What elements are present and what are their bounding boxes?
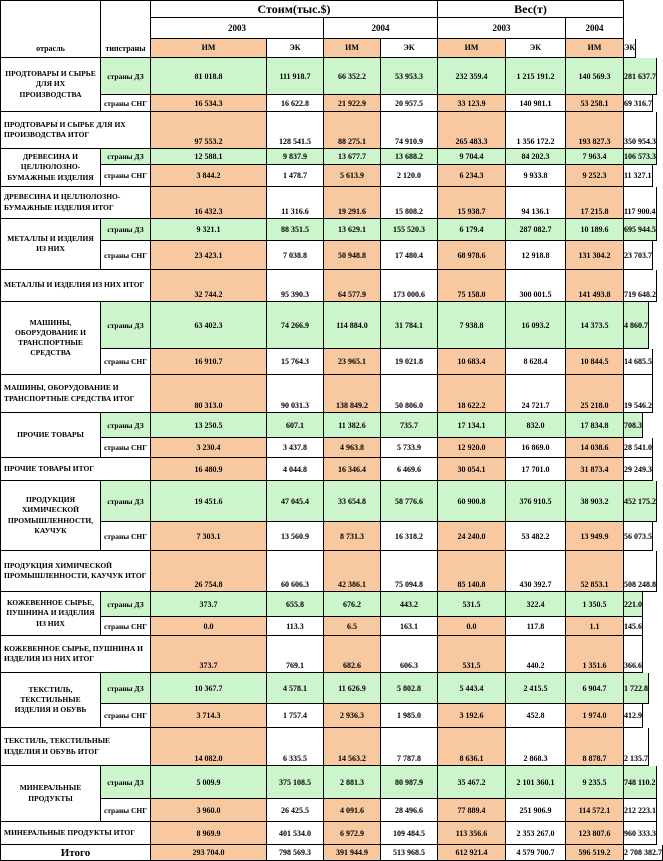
grand-total-value: 612 921.4 (438, 845, 506, 861)
value-total: 265 483.3 (438, 112, 506, 149)
country-type-dz: страны ДЗ (101, 481, 151, 522)
value-total: 1 356 172.2 (506, 112, 566, 149)
value-sng: 145.6 (624, 617, 643, 636)
country-type-dz: страны ДЗ (101, 413, 151, 438)
value-sng: 4 091.6 (324, 799, 381, 822)
value-sng: 13 560.9 (267, 522, 324, 551)
value-total: 90 031.3 (267, 375, 324, 413)
group-total-label: ПРОЧИЕ ТОВАРЫ ИТОГ (0, 458, 151, 481)
value-dz: 9 321.1 (151, 219, 267, 241)
value-sng: 11 327.1 (624, 165, 653, 187)
value-dz: 4 578.1 (267, 673, 324, 704)
value-sng: 3 714.3 (151, 704, 267, 728)
value-dz: 281 637.7 (624, 58, 657, 95)
value-sng: 1 478.7 (267, 165, 324, 187)
grand-total-label: Итого (0, 845, 151, 861)
value-dz: 676.2 (324, 592, 381, 617)
value-dz: 287 082.7 (506, 219, 566, 241)
value-total: 14 082.0 (151, 728, 267, 766)
grand-total-value: 2 708 382.7 (624, 845, 663, 861)
value-dz: 9 704.4 (438, 149, 506, 165)
value-sng: 23 423.1 (151, 241, 267, 270)
value-sng: 2 936.3 (324, 704, 381, 728)
value-sng: 3 844.2 (151, 165, 267, 187)
group-total-label: ПРОДУКЦИЯ ХИМИЧЕСКОЙ ПРОМЫШЛЕННОСТИ, КАУЧУК ИТОГ (0, 551, 151, 592)
value-sng: 20 957.5 (381, 95, 438, 112)
value-sng: 15 764.3 (267, 349, 324, 375)
value-total: 508 248.8 (624, 551, 657, 592)
value-dz: 373.7 (151, 592, 267, 617)
value-sng: 1.1 (566, 617, 624, 636)
group-total-label: ТЕКСТИЛЬ, ТЕКСТИЛЬНЫЕ ИЗДЕЛИЯ И ОБУВЬ ИТОГ (0, 728, 151, 766)
value-dz: 748 110.2 (624, 766, 657, 799)
value-dz: 17 834.8 (566, 413, 624, 438)
value-dz: 17 134.1 (438, 413, 506, 438)
value-total: 17 215.8 (566, 187, 624, 219)
group-label: МАШИНЫ, ОБОРУДОВАНИЕ И ТРАНСПОРТНЫЕ СРЕДСТВА (0, 302, 101, 375)
value-dz: 2 415.5 (506, 673, 566, 704)
value-total: 373.7 (151, 636, 267, 673)
value-total: 94 136.1 (506, 187, 566, 219)
value-sng: 114 572.1 (566, 799, 624, 822)
value-total: 117 900.4 (624, 187, 657, 219)
im-header: ИМ (151, 39, 267, 58)
value-total: 50 806.0 (381, 375, 438, 413)
value-dz: 13 629.1 (324, 219, 381, 241)
value-sng: 28 541.0 (624, 438, 653, 458)
country-type-sng: страны СНГ (101, 165, 151, 187)
country-type-dz: страны ДЗ (101, 592, 151, 617)
value-total: 138 849.2 (324, 375, 381, 413)
weight-year-2003: 2003 (438, 18, 566, 39)
value-dz: 322.4 (506, 592, 566, 617)
value-dz: 452 175.2 (624, 481, 657, 522)
grand-total-value: 513 968.5 (381, 845, 438, 861)
value-total: 2 868.3 (506, 728, 566, 766)
value-dz: 31 784.1 (381, 302, 438, 349)
value-total: 531.5 (438, 636, 506, 673)
value-sng: 1 974.0 (566, 704, 624, 728)
value-sng: 69 316.7 (624, 95, 653, 112)
value-sng: 19 021.8 (381, 349, 438, 375)
group-label: МЕТАЛЛЫ И ИЗДЕЛИЯ ИЗ НИХ (0, 219, 101, 270)
value-dz: 695 944.5 (624, 219, 657, 241)
weight-header: Вес(т) (438, 0, 624, 18)
value-total: 16 432.3 (151, 187, 267, 219)
value-dz: 4 860.7 (624, 302, 649, 349)
value-dz: 1 215 191.2 (506, 58, 566, 95)
value-sng: 21 922.9 (324, 95, 381, 112)
value-sng: 16 318.2 (381, 522, 438, 551)
country-type-dz: страны ДЗ (101, 302, 151, 349)
value-total: 30 054.1 (438, 458, 506, 481)
value-total: 141 493.8 (566, 270, 624, 302)
value-sng: 24 240.0 (438, 522, 506, 551)
ek-header: ЭК (267, 39, 324, 58)
value-total: 430 392.7 (506, 551, 566, 592)
value-total: 6 972.9 (324, 822, 381, 845)
grand-total-value: 391 944.9 (324, 845, 381, 861)
country-type-dz: страны ДЗ (101, 766, 151, 799)
value-dz: 443.2 (381, 592, 438, 617)
value-sng: 17 480.4 (381, 241, 438, 270)
group-total-label: КОЖЕВЕННОЕ СЫРЬЕ, ПУШНИНА И ИЗДЕЛИЯ ИЗ НИХ ИТОГ (0, 636, 151, 673)
value-dz: 531.5 (438, 592, 506, 617)
country-type-sng: страны СНГ (101, 241, 151, 270)
value-dz: 9 235.5 (566, 766, 624, 799)
value-sng: 3 437.8 (267, 438, 324, 458)
country-type-dz: страны ДЗ (101, 58, 151, 95)
group-label: МИНЕРАЛЬНЫЕ ПРОДУКТЫ (0, 766, 101, 822)
value-sng: 3 230.4 (151, 438, 267, 458)
value-total: 11 316.6 (267, 187, 324, 219)
value-sng: 16 910.7 (151, 349, 267, 375)
value-dz: 832.0 (506, 413, 566, 438)
value-dz: 81 018.8 (151, 58, 267, 95)
value-sng: 53 258.1 (566, 95, 624, 112)
value-total: 64 577.9 (324, 270, 381, 302)
value-dz: 63 402.3 (151, 302, 267, 349)
value-sng: 412.9 (624, 704, 643, 728)
cost-header: Стоим(тыс.$) (151, 0, 438, 18)
group-total-label: ДРЕВЕСИНА И ЦЕЛЛЮЛОЗНО-БУМАЖНЫЕ ИЗДЕЛИЯ ИТОГ (0, 187, 151, 219)
value-sng: 16 534.3 (151, 95, 267, 112)
value-dz: 114 884.0 (324, 302, 381, 349)
value-total: 17 701.0 (506, 458, 566, 481)
value-total: 88 275.1 (324, 112, 381, 149)
ek-header: ЭК (381, 39, 438, 58)
value-sng: 113.3 (267, 617, 324, 636)
value-sng: 33 123.9 (438, 95, 506, 112)
value-sng: 12 920.0 (438, 438, 506, 458)
value-total: 74 910.9 (381, 112, 438, 149)
value-total: 8 969.9 (151, 822, 267, 845)
value-dz: 708.3 (624, 413, 643, 438)
value-sng: 131 304.2 (566, 241, 624, 270)
value-sng: 4 963.8 (324, 438, 381, 458)
value-sng: 9 252.3 (566, 165, 624, 187)
value-dz: 47 045.4 (267, 481, 324, 522)
value-dz: 5 443.4 (438, 673, 506, 704)
group-label: ПРОЧИЕ ТОВАРЫ (0, 413, 101, 458)
value-dz: 60 900.8 (438, 481, 506, 522)
country-type-sng: страны СНГ (101, 704, 151, 728)
value-dz: 106 573.3 (624, 149, 657, 165)
group-total-label: ПРОДТОВАРЫ И СЫРЬЕ ДЛЯ ИХ ПРОИЗВОДСТВА ИТОГ (0, 112, 151, 149)
value-dz: 376 910.5 (506, 481, 566, 522)
value-total: 26 754.8 (151, 551, 267, 592)
value-sng: 10 844.5 (566, 349, 624, 375)
value-total: 14 563.2 (324, 728, 381, 766)
value-sng: 16 622.8 (267, 95, 324, 112)
value-sng: 0.0 (151, 617, 267, 636)
value-total: 19 546.2 (624, 375, 653, 413)
value-dz: 155 520.3 (381, 219, 438, 241)
value-total: 8 636.1 (438, 728, 506, 766)
value-sng: 163.1 (381, 617, 438, 636)
im-header: ИМ (324, 39, 381, 58)
value-total: 97 553.2 (151, 112, 267, 149)
value-total: 60 606.3 (267, 551, 324, 592)
group-label: КОЖЕВЕННОЕ СЫРЬЕ, ПУШНИНА И ИЗДЕЛИЯ ИЗ НИХ (0, 592, 101, 636)
value-dz: 33 654.8 (324, 481, 381, 522)
value-total: 109 484.5 (381, 822, 438, 845)
value-dz: 111 918.7 (267, 58, 324, 95)
value-dz: 9 837.9 (267, 149, 324, 165)
value-sng: 117.8 (506, 617, 566, 636)
value-sng: 14 685.5 (624, 349, 653, 375)
value-total: 52 853.1 (566, 551, 624, 592)
group-label: ТЕКСТИЛЬ, ТЕКСТИЛЬНЫЕ ИЗДЕЛИЯ И ОБУВЬ (0, 673, 101, 728)
group-label: ПРОДУКЦИЯ ХИМИЧЕСКОЙ ПРОМЫШЛЕННОСТИ, КАУЧУК (0, 481, 101, 551)
value-total: 123 807.6 (566, 822, 624, 845)
value-sng: 68 978.6 (438, 241, 506, 270)
group-label: ДРЕВЕСИНА И ЦЕЛЛЮЛОЗНО-БУМАЖНЫЕ ИЗДЕЛИЯ (0, 149, 101, 187)
value-dz: 53 953.3 (381, 58, 438, 95)
value-dz: 14 373.5 (566, 302, 624, 349)
value-sng: 2 120.0 (381, 165, 438, 187)
value-dz: 11 626.9 (324, 673, 381, 704)
value-dz: 1 722.8 (624, 673, 649, 704)
value-dz: 88 351.5 (267, 219, 324, 241)
country-type-sng: страны СНГ (101, 95, 151, 112)
value-dz: 11 382.6 (324, 413, 381, 438)
country-type-dz: страны ДЗ (101, 219, 151, 241)
value-sng: 28 496.6 (381, 799, 438, 822)
country-type-sng: страны СНГ (101, 799, 151, 822)
value-total: 193 827.3 (566, 112, 624, 149)
value-dz: 80 987.9 (381, 766, 438, 799)
grand-total-value: 4 579 700.7 (506, 845, 566, 861)
value-dz: 12 588.1 (151, 149, 267, 165)
country-type-header: типстраны (101, 0, 151, 58)
value-sng: 77 889.4 (438, 799, 506, 822)
value-sng: 23 965.1 (324, 349, 381, 375)
value-total: 113 356.6 (438, 822, 506, 845)
im-header: ИМ (438, 39, 506, 58)
value-dz: 74 266.9 (267, 302, 324, 349)
value-dz: 655.8 (267, 592, 324, 617)
value-sng: 10 683.4 (438, 349, 506, 375)
value-total: 128 541.5 (267, 112, 324, 149)
country-type-sng: страны СНГ (101, 522, 151, 551)
value-total: 15 808.2 (381, 187, 438, 219)
value-total: 300 001.5 (506, 270, 566, 302)
group-total-label: МИНЕРАЛЬНЫЕ ПРОДУКТЫ ИТОГ (0, 822, 151, 845)
value-total: 16 480.9 (151, 458, 267, 481)
value-sng: 6 234.3 (438, 165, 506, 187)
value-dz: 375 108.5 (267, 766, 324, 799)
value-dz: 13 250.5 (151, 413, 267, 438)
value-sng: 9 933.8 (506, 165, 566, 187)
value-total: 7 787.8 (381, 728, 438, 766)
value-sng: 3 192.6 (438, 704, 506, 728)
value-total: 1 351.6 (566, 636, 624, 673)
value-total: 85 140.8 (438, 551, 506, 592)
value-sng: 6.5 (324, 617, 381, 636)
weight-year-2004: 2004 (566, 18, 624, 39)
grand-total-value: 798 569.3 (267, 845, 324, 861)
value-sng: 16 869.0 (506, 438, 566, 458)
value-dz: 66 352.2 (324, 58, 381, 95)
value-dz: 6 179.4 (438, 219, 506, 241)
value-total: 24 721.7 (506, 375, 566, 413)
value-total: 95 390.3 (267, 270, 324, 302)
value-sng: 7 303.1 (151, 522, 267, 551)
value-dz: 6 904.7 (566, 673, 624, 704)
value-total: 350 954.3 (624, 112, 657, 149)
value-sng: 212 223.1 (624, 799, 657, 822)
value-dz: 38 903.2 (566, 481, 624, 522)
value-total: 4 044.8 (267, 458, 324, 481)
value-total: 42 386.1 (324, 551, 381, 592)
value-dz: 7 938.8 (438, 302, 506, 349)
group-total-label: МЕТАЛЛЫ И ИЗДЕЛИЯ ИЗ НИХ ИТОГ (0, 270, 151, 302)
value-sng: 53 482.2 (506, 522, 566, 551)
country-type-sng: страны СНГ (101, 617, 151, 636)
value-total: 2 135.7 (624, 728, 649, 766)
value-sng: 251 906.9 (506, 799, 566, 822)
value-total: 6 335.5 (267, 728, 324, 766)
value-dz: 2 881.3 (324, 766, 381, 799)
value-total: 29 249.3 (624, 458, 653, 481)
value-sng: 452.8 (506, 704, 566, 728)
value-total: 440.2 (506, 636, 566, 673)
value-total: 16 346.4 (324, 458, 381, 481)
value-total: 75 094.8 (381, 551, 438, 592)
value-dz: 16 093.2 (506, 302, 566, 349)
value-dz: 7 963.4 (566, 149, 624, 165)
value-total: 80 313.0 (151, 375, 267, 413)
industry-header: отрасль (0, 0, 101, 58)
ek-header: ЭК (506, 39, 566, 58)
value-dz: 735.7 (381, 413, 438, 438)
value-total: 2 353 267.0 (506, 822, 566, 845)
value-total: 6 469.6 (381, 458, 438, 481)
value-dz: 607.1 (267, 413, 324, 438)
value-dz: 232 359.4 (438, 58, 506, 95)
value-sng: 12 918.8 (506, 241, 566, 270)
value-sng: 23 703.7 (624, 241, 653, 270)
value-total: 769.1 (267, 636, 324, 673)
cost-year-2003: 2003 (151, 18, 324, 39)
value-dz: 2 101 360.1 (506, 766, 566, 799)
value-dz: 13 688.2 (381, 149, 438, 165)
value-total: 15 938.7 (438, 187, 506, 219)
grand-total-value: 293 704.0 (151, 845, 267, 861)
grand-total-value: 596 519.2 (566, 845, 624, 861)
group-total-label: МАШИНЫ, ОБОРУДОВАНИЕ И ТРАНСПОРТНЫЕ СРЕДСТВА ИТОГ (0, 375, 151, 413)
value-sng: 14 038.6 (566, 438, 624, 458)
value-total: 75 158.0 (438, 270, 506, 302)
value-total: 18 622.2 (438, 375, 506, 413)
value-total: 719 648.2 (624, 270, 657, 302)
value-dz: 140 569.3 (566, 58, 624, 95)
country-type-dz: страны ДЗ (101, 673, 151, 704)
value-dz: 10 189.6 (566, 219, 624, 241)
group-label: ПРОДТОВАРЫ И СЫРЬЕ ДЛЯ ИХ ПРОИЗВОДСТВА (0, 58, 101, 112)
value-dz: 5 009.9 (151, 766, 267, 799)
value-dz: 84 202.3 (506, 149, 566, 165)
value-total: 682.6 (324, 636, 381, 673)
value-sng: 5 733.9 (381, 438, 438, 458)
value-total: 173 000.6 (381, 270, 438, 302)
value-dz: 13 677.7 (324, 149, 381, 165)
value-sng: 5 613.9 (324, 165, 381, 187)
value-sng: 140 981.1 (506, 95, 566, 112)
country-type-sng: страны СНГ (101, 438, 151, 458)
country-type-dz: страны ДЗ (101, 149, 151, 165)
im-header: ИМ (566, 39, 624, 58)
value-total: 32 744.2 (151, 270, 267, 302)
value-total: 606.3 (381, 636, 438, 673)
value-sng: 8 731.3 (324, 522, 381, 551)
value-total: 366.6 (624, 636, 643, 673)
value-sng: 56 073.5 (624, 522, 653, 551)
value-dz: 10 367.7 (151, 673, 267, 704)
value-sng: 1 757.4 (267, 704, 324, 728)
value-sng: 50 948.8 (324, 241, 381, 270)
value-dz: 1 350.5 (566, 592, 624, 617)
value-total: 401 534.0 (267, 822, 324, 845)
value-total: 960 333.3 (624, 822, 657, 845)
value-dz: 58 776.6 (381, 481, 438, 522)
value-dz: 5 802.8 (381, 673, 438, 704)
value-total: 8 878.7 (566, 728, 624, 766)
value-sng: 7 038.8 (267, 241, 324, 270)
value-sng: 8 628.4 (506, 349, 566, 375)
value-total: 31 873.4 (566, 458, 624, 481)
country-type-sng: страны СНГ (101, 349, 151, 375)
ek-header: ЭК (624, 39, 636, 58)
value-total: 25 218.0 (566, 375, 624, 413)
cost-year-2004: 2004 (324, 18, 438, 39)
value-sng: 0.0 (438, 617, 506, 636)
value-dz: 221.0 (624, 592, 643, 617)
value-dz: 35 467.2 (438, 766, 506, 799)
value-sng: 26 425.5 (267, 799, 324, 822)
value-sng: 1 985.0 (381, 704, 438, 728)
value-dz: 19 451.6 (151, 481, 267, 522)
value-sng: 3 960.0 (151, 799, 267, 822)
value-sng: 13 949.9 (566, 522, 624, 551)
value-total: 19 291.6 (324, 187, 381, 219)
